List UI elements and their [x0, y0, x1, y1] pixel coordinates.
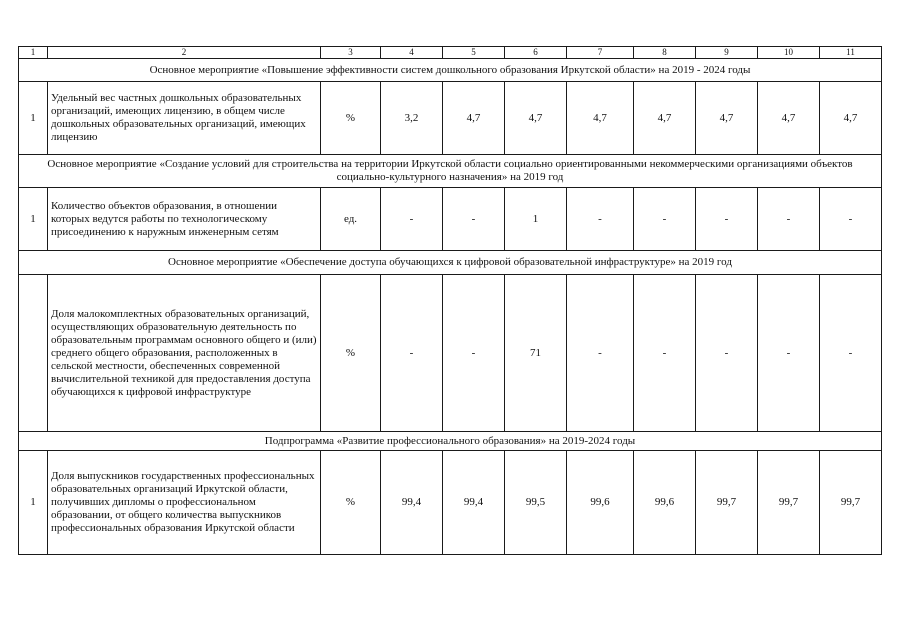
column-header: 3 — [321, 47, 381, 59]
section-title-row — [19, 251, 882, 275]
section-title: Основное мероприятие «Повышение эффективности систем дошкольного образования Иркутской области» на 2019 - 2024 годы — [19, 59, 882, 82]
value-cell: 99,7 — [758, 451, 820, 555]
column-header: 8 — [634, 47, 696, 59]
section-title: Основное мероприятие «Создание условий для строительства на территории Иркутской области социально ориентированными некоммерческими организациями объектов социально-культурного назначения» на 2019 год — [19, 155, 882, 188]
value-cell: - — [443, 275, 505, 432]
value-cell: - — [820, 275, 882, 432]
value-cell: - — [443, 188, 505, 251]
indicators-table — [18, 46, 882, 555]
column-header: 11 — [820, 47, 882, 59]
value-cell: 4,7 — [634, 82, 696, 155]
value-cell: - — [381, 275, 443, 432]
section-title-row — [19, 432, 882, 451]
row-number: 1 — [19, 188, 48, 251]
value-cell: 4,7 — [820, 82, 882, 155]
value-cell: - — [381, 188, 443, 251]
unit-cell: % — [321, 275, 381, 432]
unit-cell: % — [321, 82, 381, 155]
value-cell: 99,6 — [567, 451, 634, 555]
value-cell: - — [696, 275, 758, 432]
column-header: 7 — [567, 47, 634, 59]
column-header: 1 — [19, 47, 48, 59]
column-header: 9 — [696, 47, 758, 59]
column-header: 5 — [443, 47, 505, 59]
section-title-row — [19, 155, 882, 188]
column-header: 2 — [48, 47, 321, 59]
value-cell: - — [820, 188, 882, 251]
value-cell: 3,2 — [381, 82, 443, 155]
value-cell: - — [758, 188, 820, 251]
column-header: 4 — [381, 47, 443, 59]
value-cell: 1 — [505, 188, 567, 251]
section-title: Основное мероприятие «Обеспечение доступа обучающихся к цифровой образовательной инфраструктуре» на 2019 год — [19, 251, 882, 275]
indicator-description: Доля малокомплектных образовательных организаций, осуществляющих образовательную деятельность по образовательным программам основного общего и (или) среднего общего образования, расположенных в сельской местности, обеспеченных современной вычислительной техникой для предоставления доступа обучающихся к цифровой инфраструктуре — [48, 275, 321, 432]
row-number: 1 — [19, 451, 48, 555]
section-title-row — [19, 59, 882, 82]
indicator-description: Количество объектов образования, в отношении которых ведутся работы по технологическому присоединению к наружным инженерным сетям — [48, 188, 321, 251]
section-title: Подпрограмма «Развитие профессионального образования» на 2019-2024 годы — [19, 432, 882, 451]
indicator-description: Доля выпускников государственных профессиональных образовательных организаций Иркутской области, получивших дипломы о профессиональном образовании, от общего количества выпускников профессиональных образования Иркутской области — [48, 451, 321, 555]
value-cell: 99,7 — [696, 451, 758, 555]
value-cell: 99,6 — [634, 451, 696, 555]
column-number-header-row — [19, 47, 882, 59]
value-cell: - — [634, 188, 696, 251]
value-cell: 4,7 — [758, 82, 820, 155]
unit-cell: % — [321, 451, 381, 555]
value-cell: 99,4 — [381, 451, 443, 555]
value-cell: 4,7 — [505, 82, 567, 155]
table-row — [19, 188, 882, 251]
value-cell: 4,7 — [696, 82, 758, 155]
table-row — [19, 82, 882, 155]
table-row — [19, 451, 882, 555]
value-cell: - — [567, 275, 634, 432]
value-cell: - — [634, 275, 696, 432]
row-number: 1 — [19, 82, 48, 155]
value-cell: 99,7 — [820, 451, 882, 555]
unit-cell: ед. — [321, 188, 381, 251]
row-number — [19, 275, 48, 432]
value-cell: 99,4 — [443, 451, 505, 555]
value-cell: 99,5 — [505, 451, 567, 555]
value-cell: 71 — [505, 275, 567, 432]
column-header: 10 — [758, 47, 820, 59]
table-row — [19, 275, 882, 432]
value-cell: - — [567, 188, 634, 251]
value-cell: 4,7 — [567, 82, 634, 155]
indicator-description: Удельный вес частных дошкольных образовательных организаций, имеющих лицензию, в общем числе дошкольных образовательных организаций, имеющих лицензию — [48, 82, 321, 155]
value-cell: 4,7 — [443, 82, 505, 155]
value-cell: - — [696, 188, 758, 251]
column-header: 6 — [505, 47, 567, 59]
value-cell: - — [758, 275, 820, 432]
